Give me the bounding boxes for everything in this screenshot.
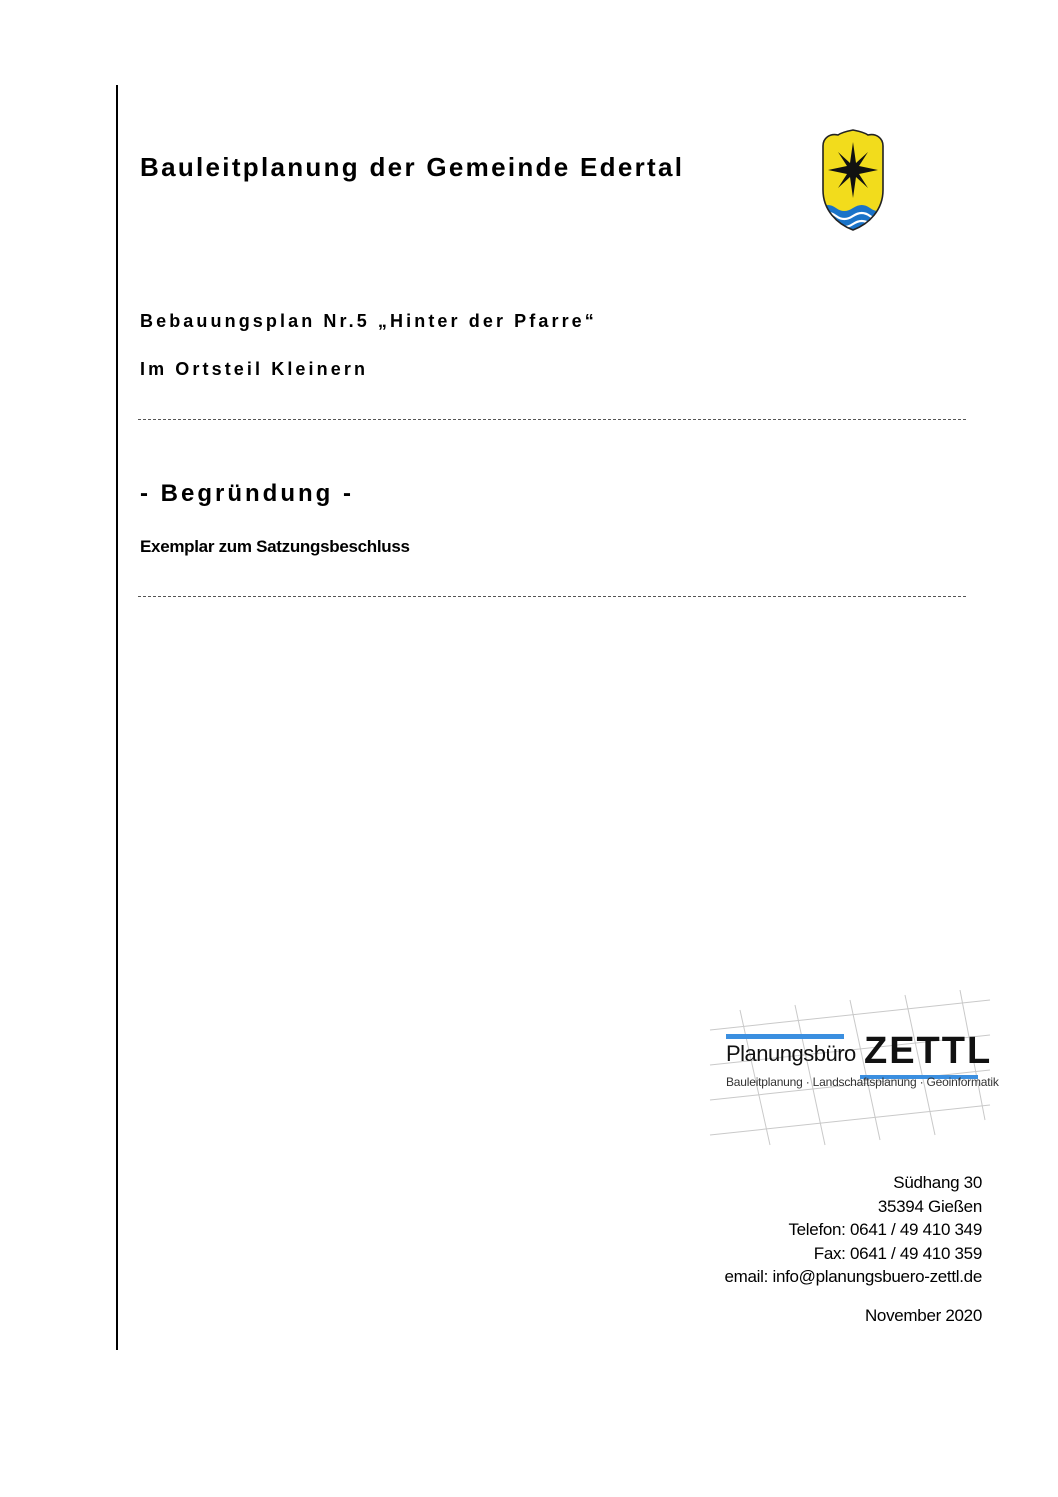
- address-email: email: info@planungsbuero-zettl.de: [724, 1267, 982, 1286]
- address-fax: Fax: 0641 / 49 410 359: [813, 1243, 982, 1263]
- logo-tagline: Bauleitplanung · Landschaftsplanung · Geoinformatik: [726, 1075, 999, 1089]
- document-date: November 2020: [864, 1306, 982, 1325]
- logo-wordmark: Planungsbüro: [726, 1041, 856, 1066]
- section-title: - Begründung -: [140, 480, 354, 507]
- document-status: Exemplar zum Satzungsbeschluss: [140, 537, 410, 556]
- logo-brand: ZETTL: [864, 1030, 993, 1072]
- address-city: 35394 Gießen: [877, 1196, 982, 1216]
- dashed-divider: [138, 596, 966, 597]
- district-subtitle: Im Ortsteil Kleinern: [140, 359, 369, 379]
- coat-of-arms-icon: [820, 128, 886, 232]
- company-logo: [700, 990, 999, 1150]
- margin-rule: [116, 85, 118, 1350]
- address-street: Südhang 30: [893, 1173, 982, 1192]
- contact-address: [725, 1171, 983, 1289]
- plan-title: Bebauungsplan Nr.5 „Hinter der Pfarre“: [140, 311, 597, 331]
- document-title: Bauleitplanung der Gemeinde Edertal: [140, 152, 685, 182]
- dashed-divider: [138, 419, 966, 420]
- address-phone: Telefon: 0641 / 49 410 349: [788, 1220, 982, 1239]
